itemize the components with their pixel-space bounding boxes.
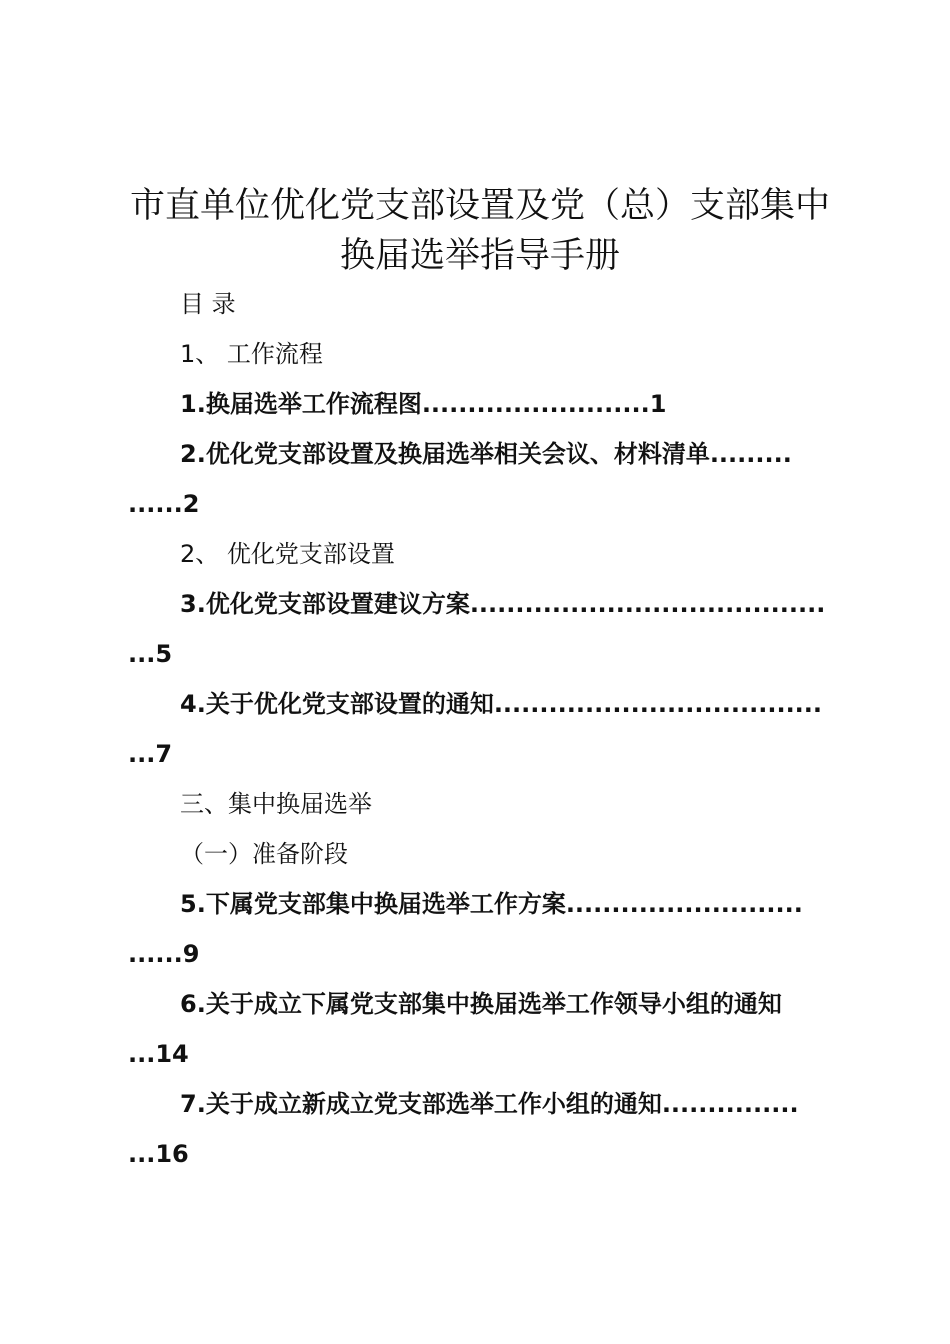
toc-item-1: 1.换届选举工作流程图.........................1 bbox=[180, 390, 667, 418]
toc-section-2: 2、 优化党支部设置 bbox=[180, 540, 395, 568]
toc-item-4-page: ...7 bbox=[128, 740, 173, 768]
toc-item-7-page: ...16 bbox=[128, 1140, 189, 1168]
toc-item-6: 6.关于成立下属党支部集中换届选举工作领导小组的通知 bbox=[180, 990, 782, 1018]
toc-section-1: 1、 工作流程 bbox=[180, 340, 323, 368]
document-title-line-2: 换届选举指导手册 bbox=[339, 236, 620, 276]
toc-item-3: 3.优化党支部设置建议方案....................................... bbox=[180, 590, 826, 618]
toc-item-7: 7.关于成立新成立党支部选举工作小组的通知............... bbox=[180, 1090, 799, 1118]
toc-item-2-page: ......2 bbox=[128, 490, 200, 518]
toc-subsection-1: （一）准备阶段 bbox=[180, 840, 348, 868]
toc-section-3: 三、集中换届选举 bbox=[180, 790, 372, 818]
toc-item-6-page: ...14 bbox=[128, 1040, 189, 1068]
toc-item-5: 5.下属党支部集中换届选举工作方案.......................... bbox=[180, 890, 803, 918]
toc-item-4: 4.关于优化党支部设置的通知.................................... bbox=[180, 690, 823, 718]
toc-item-5-page: ......9 bbox=[128, 940, 200, 968]
toc-heading: 目 录 bbox=[180, 290, 236, 318]
document-title-line-1: 市直单位优化党支部设置及党（总）支部集中 bbox=[129, 186, 830, 226]
toc-item-3-page: ...5 bbox=[128, 640, 173, 668]
toc-item-2: 2.优化党支部设置及换届选举相关会议、材料清单......... bbox=[180, 440, 792, 468]
